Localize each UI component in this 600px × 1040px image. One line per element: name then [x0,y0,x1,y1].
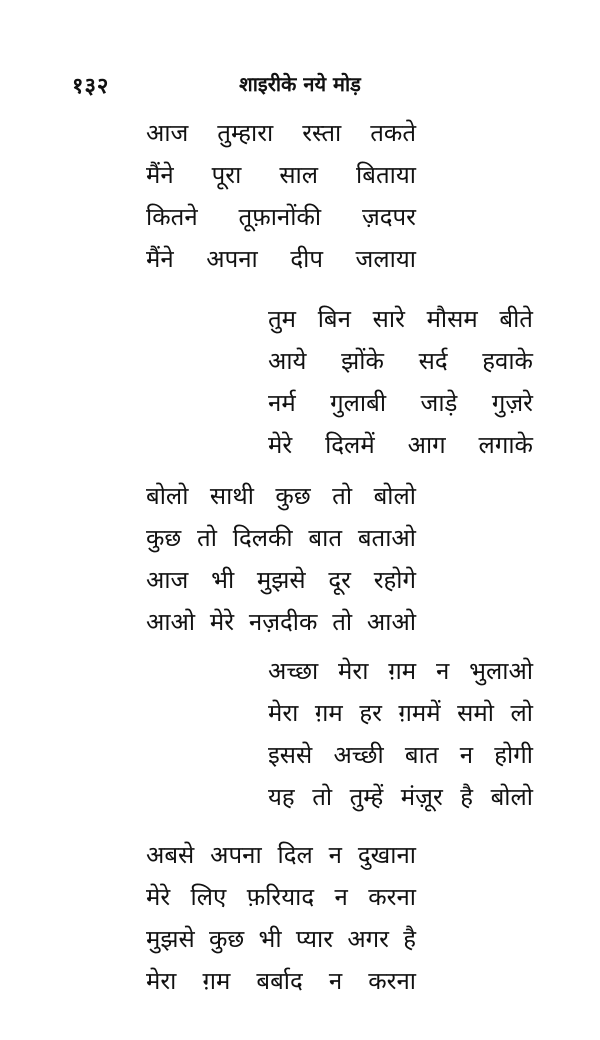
page-number: १३२ [72,74,110,99]
verse-line: मैंने पूरा साल बिताया [146,161,416,189]
verse-line: मेरे दिलमें आग लगाके [268,431,533,459]
verse-line: मेरा ग़म बर्बाद न करना [146,967,416,995]
verse-line: मेरे लिए फ़रियाद न करना [146,883,416,911]
stanza-3 [146,475,416,643]
verse-line: आओ मेरे नज़दीक तो आओ [146,608,416,636]
verse-line: अबसे अपना दिल न दुखाना [146,841,416,869]
verse-line: कुछ तो दिलकी बात बताओ [146,524,416,552]
verse-line: नर्म गुलाबी जाड़े गुज़रे [268,389,533,417]
stanza-2 [268,298,533,466]
verse-line: बोलो साथी कुछ तो बोलो [146,482,416,510]
verse-line: कितने तूफ़ानोंकी ज़दपर [146,203,416,231]
verse-line: मेरा ग़म हर ग़ममें समो लो [268,699,533,727]
verse-line: तुम बिन सारे मौसम बीते [268,305,533,333]
stanza-5 [146,834,416,1002]
stanza-1 [146,112,416,280]
verse-line: इससे अच्छी बात न होगी [268,741,533,769]
verse-line: अच्छा मेरा ग़म न भुलाओ [268,657,533,685]
verse-line: यह तो तुम्हें मंज़ूर है बोलो [268,783,533,811]
running-title: शाइरीके नये मोड़ [239,72,361,96]
verse-line: आज तुम्हारा रस्ता तकते [146,119,416,147]
verse-line: मैंने अपना दीप जलाया [146,245,416,273]
verse-line: आज भी मुझसे दूर रहोगे [146,566,416,594]
stanza-4 [268,650,533,818]
verse-line: मुझसे कुछ भी प्यार अगर है [146,925,416,953]
verse-line: आये झोंके सर्द हवाके [268,347,533,375]
